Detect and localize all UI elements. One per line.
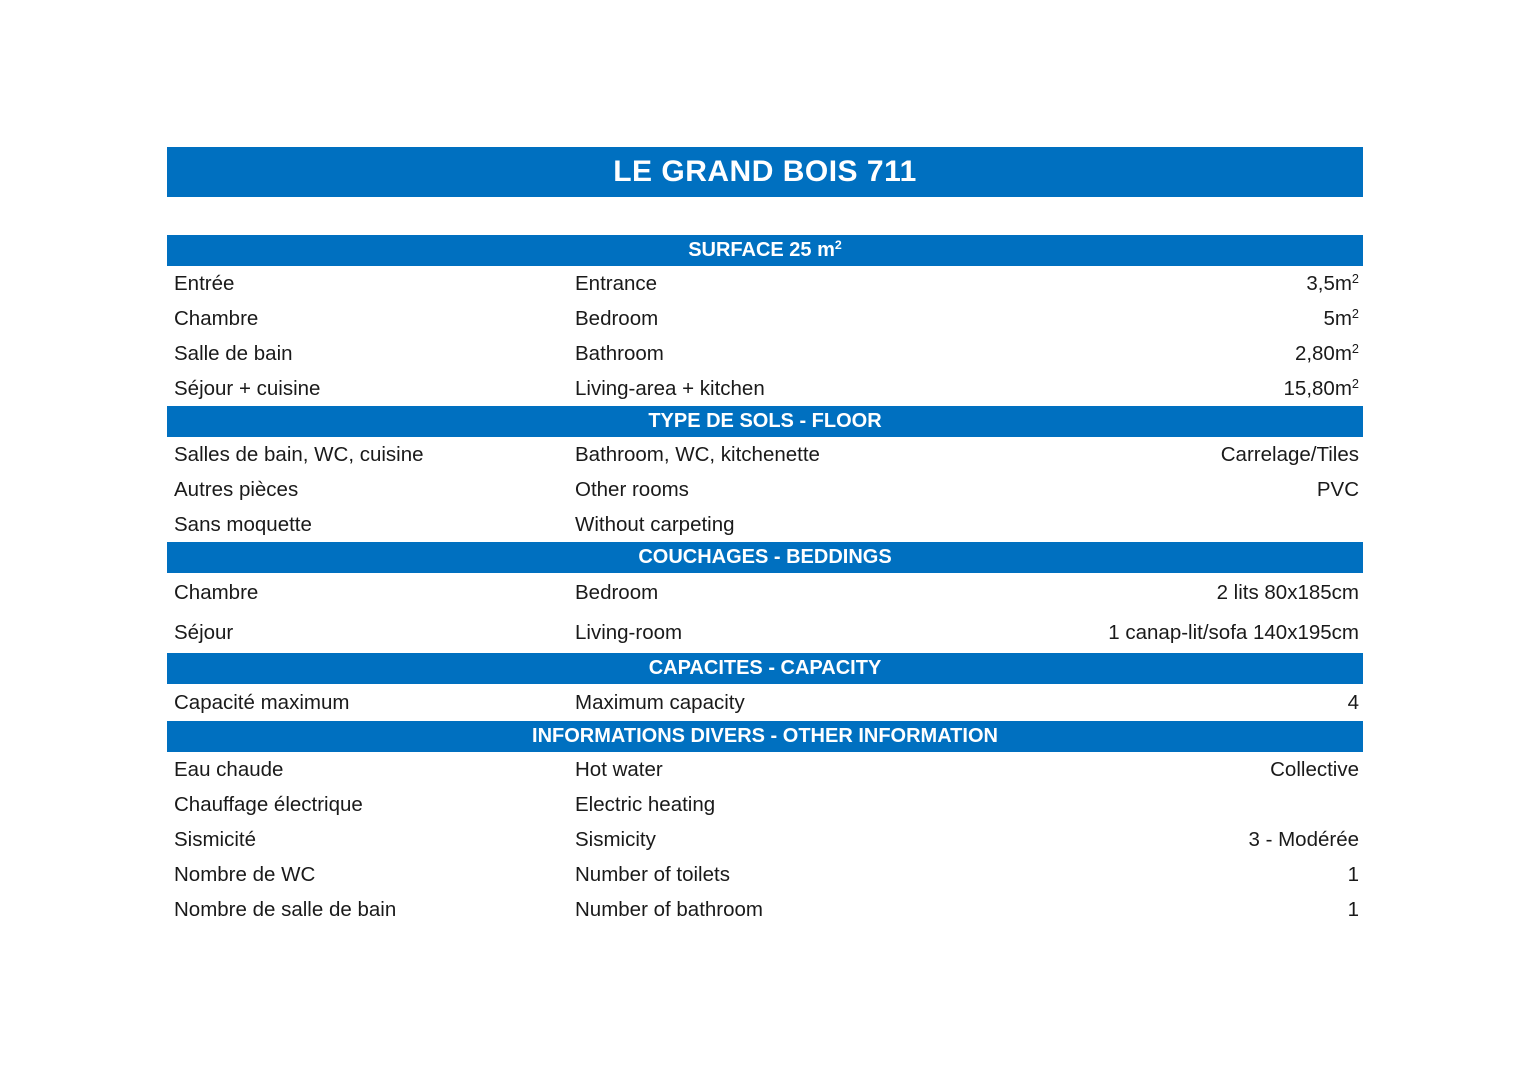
row-label-french: Salle de bain bbox=[174, 341, 293, 365]
row-label-french: Sismicité bbox=[174, 827, 257, 851]
section-header: SURFACE 25 $m^2$ bbox=[167, 235, 1363, 266]
row-label-french: Eau chaude bbox=[174, 757, 284, 781]
sections-container bbox=[167, 235, 1363, 927]
table-row bbox=[167, 857, 1363, 892]
superscript: 2 bbox=[834, 238, 842, 253]
section bbox=[167, 235, 1363, 406]
section bbox=[167, 406, 1363, 542]
section-header: INFORMATIONS DIVERS - OTHER INFORMATION bbox=[167, 721, 1363, 752]
row-label-english: Number of bathroom bbox=[575, 897, 764, 921]
row-label-french: Chambre bbox=[174, 306, 259, 330]
row-value: Carrelage/Tiles bbox=[1220, 442, 1359, 466]
table-row bbox=[167, 892, 1363, 927]
row-label-english: Entrance bbox=[575, 271, 658, 295]
table-row bbox=[167, 613, 1363, 653]
row-label-english: Without carpeting bbox=[575, 512, 735, 536]
table-row bbox=[167, 507, 1363, 542]
table-row bbox=[167, 822, 1363, 857]
table-row bbox=[167, 472, 1363, 507]
row-value: 2 lits 80x185cm bbox=[1216, 581, 1359, 604]
row-label-french: Chauffage électrique bbox=[174, 792, 363, 816]
table-row bbox=[167, 336, 1363, 371]
superscript: 2 bbox=[1351, 340, 1359, 356]
row-label-english: Bedroom bbox=[575, 306, 659, 330]
row-label-english: Living-area + kitchen bbox=[575, 376, 765, 400]
row-value: 1 bbox=[1347, 897, 1359, 921]
row-label-english: Bathroom, WC, kitchenette bbox=[575, 442, 820, 466]
document-title-bar bbox=[167, 147, 1363, 197]
row-value: 3 - Modérée bbox=[1248, 827, 1359, 851]
row-value: $5m^2$ bbox=[1323, 305, 1359, 330]
row-label-english: Bathroom bbox=[575, 341, 664, 365]
row-label-french: Sans moquette bbox=[174, 512, 312, 536]
superscript: 2 bbox=[1351, 270, 1359, 286]
row-label-french: Salles de bain, WC, cuisine bbox=[174, 442, 424, 466]
row-label-french: Séjour + cuisine bbox=[174, 376, 321, 400]
section-header: CAPACITES - CAPACITY bbox=[167, 653, 1363, 684]
row-label-english: Other rooms bbox=[575, 477, 689, 501]
row-label-french: Séjour bbox=[174, 621, 234, 644]
row-value: Collective bbox=[1270, 757, 1359, 781]
section bbox=[167, 542, 1363, 653]
row-label-french: Entrée bbox=[174, 271, 235, 295]
table-row bbox=[167, 684, 1363, 721]
superscript: 2 bbox=[1351, 375, 1359, 391]
row-label-english: Electric heating bbox=[575, 792, 716, 816]
section bbox=[167, 721, 1363, 927]
table-row bbox=[167, 266, 1363, 301]
row-value: $2,80m^2$ bbox=[1294, 340, 1359, 365]
page-title: LE GRAND BOIS 711 bbox=[613, 155, 917, 188]
row-value: $15,80m^2$ bbox=[1283, 375, 1359, 400]
row-label-english: Number of toilets bbox=[575, 862, 730, 886]
table-row bbox=[167, 371, 1363, 406]
table-row bbox=[167, 573, 1363, 613]
row-label-english: Living-room bbox=[575, 621, 683, 644]
row-label-english: Bedroom bbox=[575, 581, 659, 604]
row-label-english: Sismicity bbox=[575, 827, 656, 851]
section-header: COUCHAGES - BEDDINGS bbox=[167, 542, 1363, 573]
row-value: $3,5m^2$ bbox=[1306, 270, 1359, 295]
row-label-english: Hot water bbox=[575, 757, 663, 781]
row-value: PVC bbox=[1316, 477, 1359, 501]
row-value: 4 bbox=[1347, 690, 1359, 714]
row-label-french: Nombre de WC bbox=[174, 862, 316, 886]
table-row bbox=[167, 752, 1363, 787]
row-label-french: Capacité maximum bbox=[174, 690, 350, 714]
section-header: TYPE DE SOLS - FLOOR bbox=[167, 406, 1363, 437]
superscript: 2 bbox=[1351, 305, 1359, 321]
table-row bbox=[167, 301, 1363, 336]
table-row bbox=[167, 787, 1363, 822]
row-label-french: Chambre bbox=[174, 581, 259, 604]
row-label-french: Autres pièces bbox=[174, 477, 299, 501]
property-info-sheet bbox=[167, 147, 1363, 927]
table-row bbox=[167, 437, 1363, 472]
row-label-french: Nombre de salle de bain bbox=[174, 897, 397, 921]
row-value: 1 canap-lit/sofa 140x195cm bbox=[1108, 621, 1359, 644]
row-label-english: Maximum capacity bbox=[575, 690, 745, 714]
row-value: 1 bbox=[1347, 862, 1359, 886]
section bbox=[167, 653, 1363, 721]
